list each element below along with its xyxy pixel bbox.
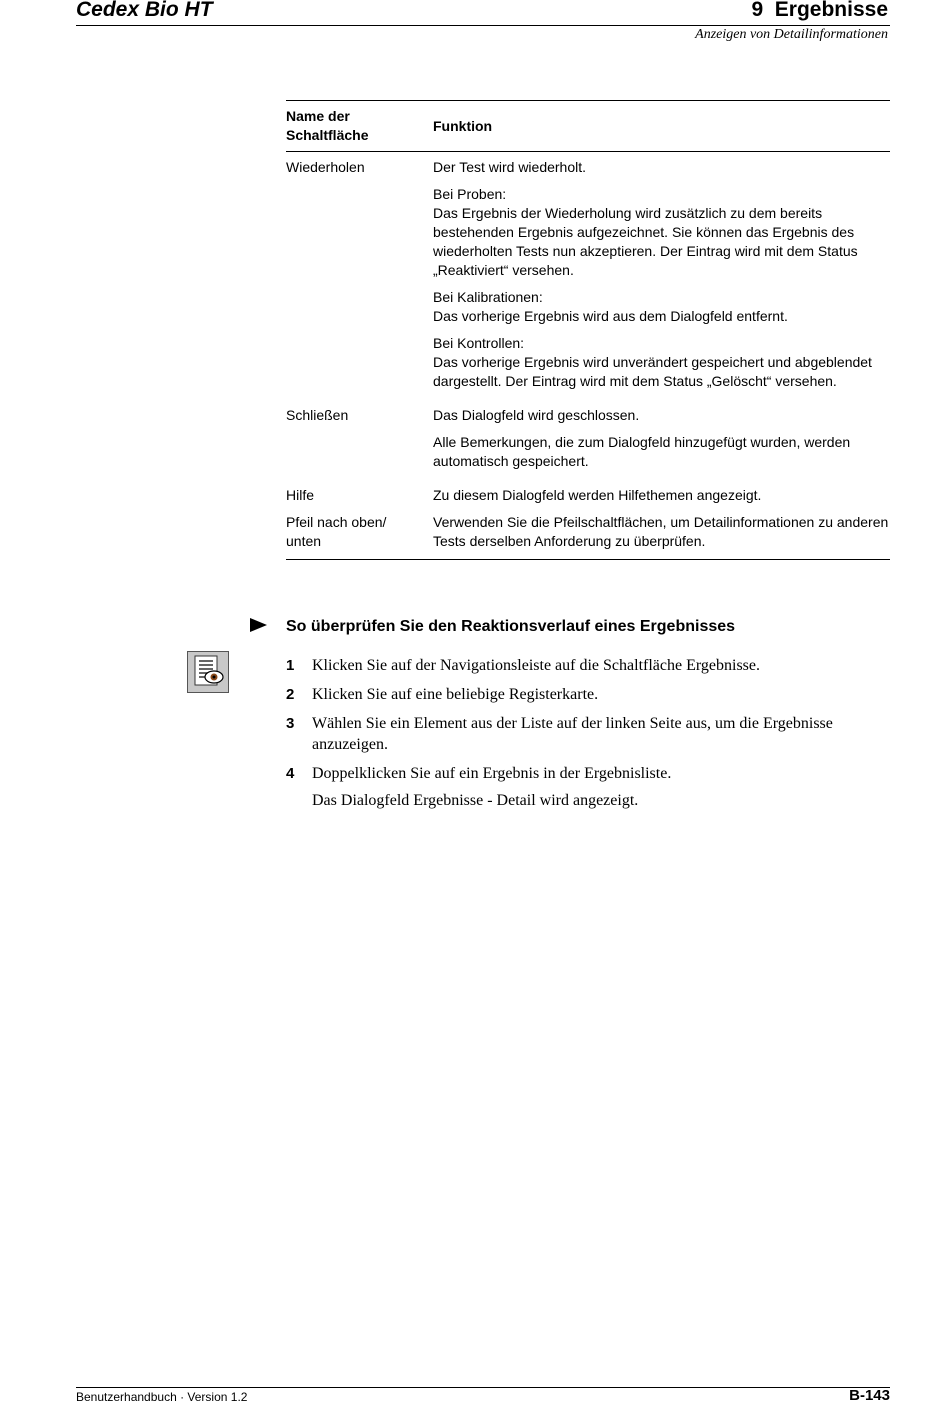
table-header-row: [286, 101, 890, 152]
page-number: B-143: [849, 1387, 890, 1404]
button-name-cell: Wiederholen: [286, 159, 365, 175]
function-paragraph: Bei Proben: Das Ergebnis der Wiederholung wird zusätzlich zu dem bereits bestehenden Ergebnis aufgezeichnet. Sie können das Ergebnis des wiederholten Tests nun akzeptieren. Der Eintrag wird mit dem Status „Reaktiviert“ versehen.: [433, 186, 858, 278]
section-subtitle: Anzeigen von Detailinformationen: [695, 27, 888, 42]
list-item: [286, 655, 890, 676]
function-paragraph: Zu diesem Dialogfeld werden Hilfethemen angezeigt.: [433, 487, 762, 503]
column-header-name-text: Name der Schaltfläche: [286, 108, 369, 143]
button-function-table: [286, 100, 890, 560]
list-item: [286, 713, 890, 755]
table-row: [286, 399, 890, 479]
table-row: [286, 513, 890, 560]
function-paragraph: Bei Kontrollen: Das vorherige Ergebnis wird unverändert gespeichert und abgeblendet dargestellt. Der Eintrag wird mit dem Status „Gelöscht“ versehen.: [433, 335, 872, 389]
function-paragraph: Alle Bemerkungen, die zum Dialogfeld hinzugefügt wurden, werden automatisch gespeichert.: [433, 434, 851, 469]
procedure-title-text: So überprüfen Sie den Reaktionsverlauf eines Ergebnisses: [286, 618, 736, 635]
table-row: [286, 479, 890, 513]
header-rule: [76, 25, 890, 26]
procedure-steps: [286, 655, 890, 792]
function-cell: [433, 399, 890, 479]
function-paragraph: Bei Kalibrationen: Das vorherige Ergebnis wird aus dem Dialogfeld entfernt.: [433, 289, 788, 324]
footer-manual-version: Benutzerhandbuch · Version 1.2: [76, 1390, 248, 1404]
step-text: Doppelklicken Sie auf ein Ergebnis in der Ergebnisliste.: [312, 765, 672, 782]
step-result: Das Dialogfeld Ergebnisse - Detail wird angezeigt.: [312, 792, 639, 809]
step-number: 3: [286, 715, 295, 732]
list-item: [286, 763, 890, 784]
step-number: 1: [286, 657, 295, 674]
function-cell: [433, 152, 890, 400]
function-paragraph: Der Test wird wiederholt.: [433, 159, 587, 175]
function-paragraph: Verwenden Sie die Pfeilschaltflächen, um Detailinformationen zu anderen Tests derselben Anforderung zu überprüfen.: [433, 514, 889, 549]
footer-rule: [76, 1387, 890, 1388]
results-icon: [187, 651, 229, 693]
product-name: Cedex Bio HT: [76, 0, 213, 21]
chapter-title: 9 Ergebnisse: [751, 0, 888, 21]
step-number: 2: [286, 686, 295, 703]
column-header-name: [286, 101, 433, 152]
function-cell: [433, 479, 890, 513]
procedure-title: [250, 618, 735, 636]
button-name-cell: [286, 513, 433, 560]
list-item: [286, 684, 890, 705]
button-name-cell: Hilfe: [286, 487, 315, 503]
step-text: Klicken Sie auf eine beliebige Registerkarte.: [312, 686, 599, 703]
arrow-bullet-icon: [250, 618, 267, 632]
step-text: Wählen Sie ein Element aus der Liste auf der linken Seite aus, um die Ergebnisse anzuzeigen.: [312, 715, 833, 753]
column-header-function: Funktion: [433, 117, 493, 134]
function-paragraph: Das Dialogfeld wird geschlossen.: [433, 407, 640, 423]
table-row: [286, 152, 890, 400]
step-text: Klicken Sie auf der Navigationsleiste auf die Schaltfläche Ergebnisse.: [312, 657, 760, 674]
function-cell: [433, 513, 890, 560]
button-name-text: Pfeil nach oben/ unten: [286, 514, 387, 549]
step-number: 4: [286, 765, 295, 782]
button-name-cell: Schließen: [286, 407, 349, 423]
